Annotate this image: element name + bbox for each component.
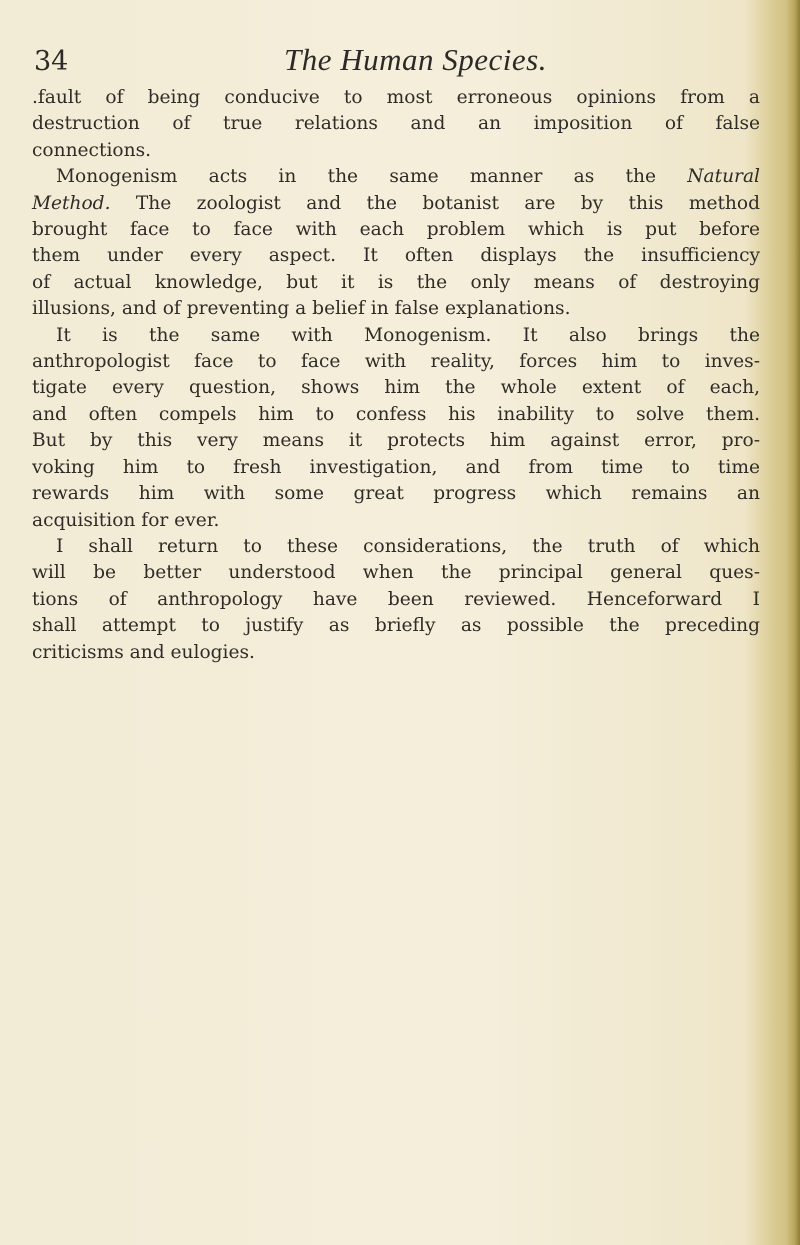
text-segment: The zoologist and the botanist are by this method (135, 192, 760, 214)
text-line: destruction of true relations and an imposition of false (32, 113, 760, 135)
text-line: tigate every question, shows him the whole extent of each, (32, 377, 760, 399)
text-line: of actual knowledge, but it is the only means of destroying (32, 271, 760, 293)
text-line: rewards him with some great progress which remains an (32, 483, 760, 505)
text-line: will be better understood when the principal general ques- (32, 562, 760, 584)
text-segment: Monogenism acts in the same manner as the (56, 166, 656, 188)
page-header (0, 40, 800, 82)
italic-term: Method. (32, 192, 111, 214)
text-line: them under every aspect. It often displays the insufficiency (32, 245, 760, 267)
text-line: voking him to fresh investigation, and from time to time (32, 456, 760, 478)
text-line: shall attempt to justify as briefly as possible the preceding (32, 615, 760, 637)
text-line: But by this very means it protects him against error, pro- (32, 430, 760, 452)
text-line: I shall return to these considerations, the truth of which (56, 535, 760, 557)
text-line: anthropologist face to face with reality, forces him to inves- (32, 351, 760, 373)
text-line: acquisition for ever. (32, 509, 220, 531)
italic-term: Natural (687, 166, 760, 188)
text-line: illusions, and of preventing a belief in false explanations. (32, 298, 571, 320)
text-line: connections. (32, 139, 152, 161)
text-line: and often compels him to confess his inability to solve them. (32, 403, 760, 425)
body-text (32, 85, 760, 666)
text-line: brought face to face with each problem which is put before (32, 219, 760, 241)
text-line (32, 164, 760, 190)
text-line: It is the same with Monogenism. It also brings the (56, 324, 760, 346)
text-line (32, 191, 760, 217)
page-number: 34 (34, 46, 69, 77)
text-line: .fault of being conducive to most erroneous opinions from a (32, 87, 760, 108)
text-line: tions of anthropology have been reviewed. Henceforward I (32, 588, 760, 610)
page-edge-shadow (786, 0, 800, 1245)
text-line: criticisms and eulogies. (32, 641, 255, 663)
running-head: The Human Species. (284, 42, 547, 77)
